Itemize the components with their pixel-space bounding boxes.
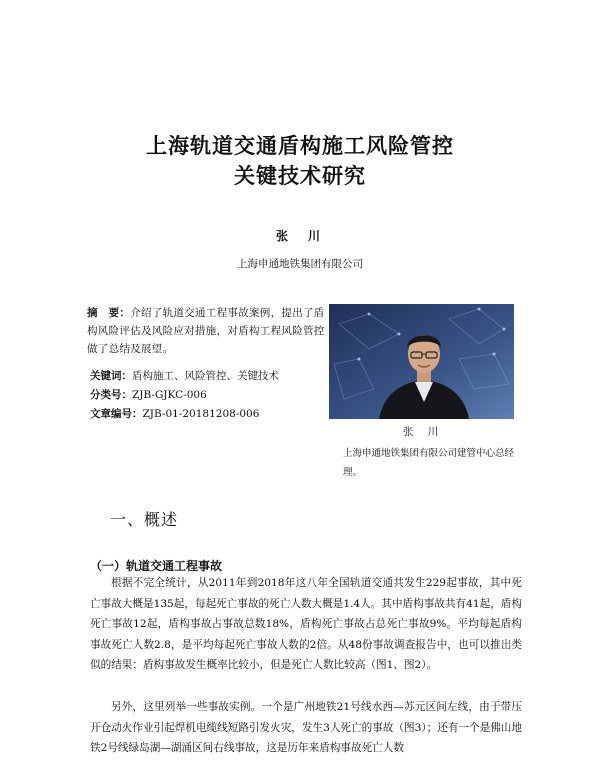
author-affiliation: 上海申通地铁集团有限公司 — [237, 258, 363, 270]
abstract-label: 摘 要： — [87, 307, 131, 319]
abstract — [87, 304, 330, 358]
article-title-line1: 上海轨道交通盾构施工风险管控 — [146, 134, 454, 158]
keywords-label: 关键词： — [90, 370, 132, 382]
keywords-line — [90, 368, 279, 383]
author-portrait-image — [329, 304, 514, 419]
article-title-line2: 关键技术研究 — [234, 164, 366, 188]
classification-line — [90, 387, 207, 402]
subsection-heading: （一）轨道交通工程事故 — [90, 559, 223, 573]
abstract-text: 介绍了轨道交通工程事故案例，提出了盾构风险评估及风险应对措施，对盾构工程风险管控做了总结及展望。 — [87, 307, 325, 355]
section-heading: 一、概述 — [110, 510, 179, 529]
keywords-text: 盾构施工、风险管控、关键技术 — [132, 370, 279, 382]
author-name: 张 川 — [275, 229, 324, 243]
body-paragraph: 另外，这里列举一些事故实例。一个是广州地铁21号线水西—苏元区间左线，由于带压开仓动火作业引起焊机电缆线短路引发火灾，发生3人死亡的事故（图3）；还有一个是佛山地铁2号线绿岛湖—湖涌区间右线事故，这是历年来盾构事故死亡人数 — [90, 701, 522, 754]
article-id-line — [90, 406, 259, 421]
classification-text: ZJB-GJKC-006 — [132, 389, 207, 401]
article-id-text: ZJB-01-20181208-006 — [142, 408, 260, 420]
body-paragraph: 根据不完全统计，从2011年到2018年这八年全国轨道交通共发生229起事故，其中死亡事故大概是135起，每起死亡事故的死亡人数大概是1.4人。其中盾构事故共有41起，盾构死亡事故12起，盾构事故占事故总数18%，盾构死亡事故占总死亡事故9%。平均每起盾构事故死亡人数2.8，是平均每起死亡事故人数的2倍。从48份事故调查报告中，也可以推出类似的结果：盾构事故发生概率比较小，但是死亡人数比较高（图1、图2）。 — [90, 577, 522, 671]
article-id-label: 文章编号： — [90, 408, 143, 420]
classification-label: 分类号： — [90, 389, 132, 401]
author-photo — [329, 304, 514, 419]
photo-caption-name: 张 川 — [402, 426, 441, 438]
photo-caption-role: 上海申通地铁集团有限公司建管中心总经理。 — [343, 448, 515, 478]
